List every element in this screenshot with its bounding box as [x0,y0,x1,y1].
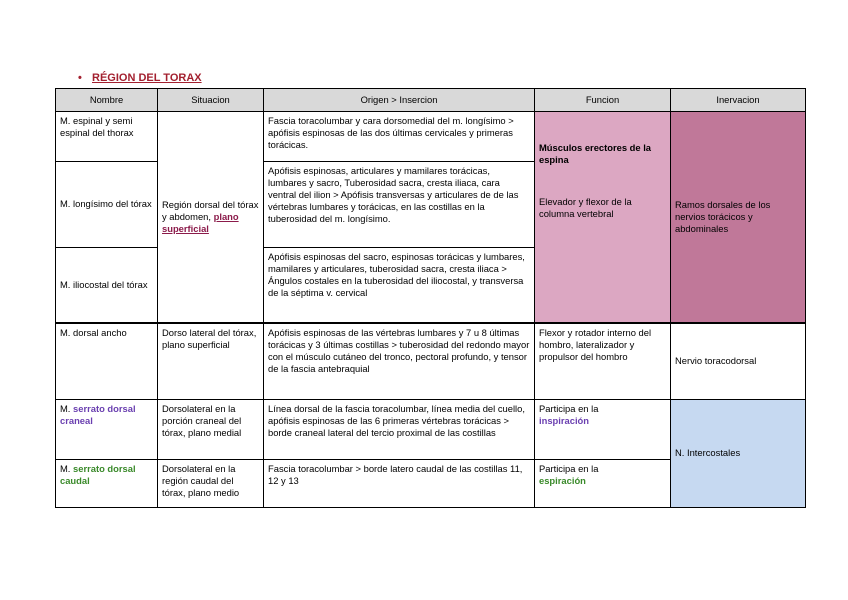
origin-cell: Apófisis espinosas, articulares y mamilares torácicas, lumbares y sacro, Tuberosidad sacra, cresta iliaca, cara ventral del ilion > Apófisis transversas y articulares de de las vértebras lumbares y torácicas, en las costillas en la tuberosidad del m. longísimo. [264,162,535,248]
situation-cell [158,112,264,323]
situation-cell: Dorsolateral en la porción craneal del tórax, plano medial [158,400,264,460]
table-row [56,112,806,162]
header-situacion: Situacion [158,89,264,112]
name-cell [56,460,158,508]
name-colored: serrato dorsal craneal [60,403,136,427]
innervation-cell: N. Intercostales [671,400,806,508]
section-heading [78,72,202,84]
table-row [56,323,806,400]
origin-cell: Fascia toracolumbar y cara dorsomedial del m. longísimo > apófisis espinosas de las dos últimas cervicales y primeras torácicas. [264,112,535,162]
function-cell [535,112,671,323]
header-row [56,89,806,112]
origin-cell: Fascia toracolumbar > borde latero caudal de las costillas 11, 12 y 13 [264,460,535,508]
header-funcion: Funcion [535,89,671,112]
name-prefix: M. [60,463,71,474]
name-cell [56,400,158,460]
name-cell: M. espinal y semi espinal del thorax [56,112,158,162]
name-cell: M. dorsal ancho [56,323,158,400]
function-cell: Flexor y rotador interno del hombro, lateralizador y propulsor del hombro [535,323,671,400]
function-heading: Músculos erectores de la espina [539,142,652,166]
innervation-cell: Ramos dorsales de los nervios torácicos y abdominales [671,112,806,323]
situation-text: Región dorsal del tórax y abdomen, [162,198,259,222]
bullet-icon: • [78,72,82,84]
innervation-cell: Nervio toracodorsal [671,323,806,400]
origin-cell: Línea dorsal de la fascia toracolumbar, línea media del cuello, apófisis espinosas de las 6 primeras vértebras torácicas > borde craneal lateral del tercio proximal de las costillas [264,400,535,460]
table-row [56,400,806,460]
function-text: Participa en la [539,463,599,474]
section-title: RÉGION DEL TORAX [92,72,202,84]
plano-superficial-link[interactable]: plano superficial [162,210,239,234]
function-text: Elevador y flexor de la columna vertebral [539,196,632,220]
function-colored: inspiración [539,415,590,427]
name-cell: M. longísimo del tórax [56,162,158,248]
header-origen: Origen > Insercion [264,89,535,112]
header-nombre: Nombre [56,89,158,112]
function-text: Participa en la [539,403,599,414]
name-cell: M. iliocostal del tórax [56,248,158,323]
name-prefix: M. [60,403,71,414]
muscle-table [55,88,806,508]
situation-cell: Dorsolateral en la región caudal del tórax, plano medio [158,460,264,508]
function-cell [535,400,671,460]
origin-cell: Apófisis espinosas de las vértebras lumbares y 7 u 8 últimas torácicas y 3 últimas costillas > tuberosidad del redondo mayor con el músculo cutáneo del tronco, pectoral profundo, y tensor de la fascia antebraquial [264,323,535,400]
situation-cell: Dorso lateral del tórax, plano superficial [158,323,264,400]
header-inervacion: Inervacion [671,89,806,112]
origin-cell: Apófisis espinosas del sacro, espinosas torácicas y lumbares, mamilares y articulares, tuberosidad sacra, cresta iliaca > Ángulos costales en la tuberosidad del iliocostal, y transversa de la séptima v. cervical [264,248,535,323]
function-colored: espiración [539,475,586,487]
name-colored: serrato dorsal caudal [60,463,136,487]
function-cell [535,460,671,508]
